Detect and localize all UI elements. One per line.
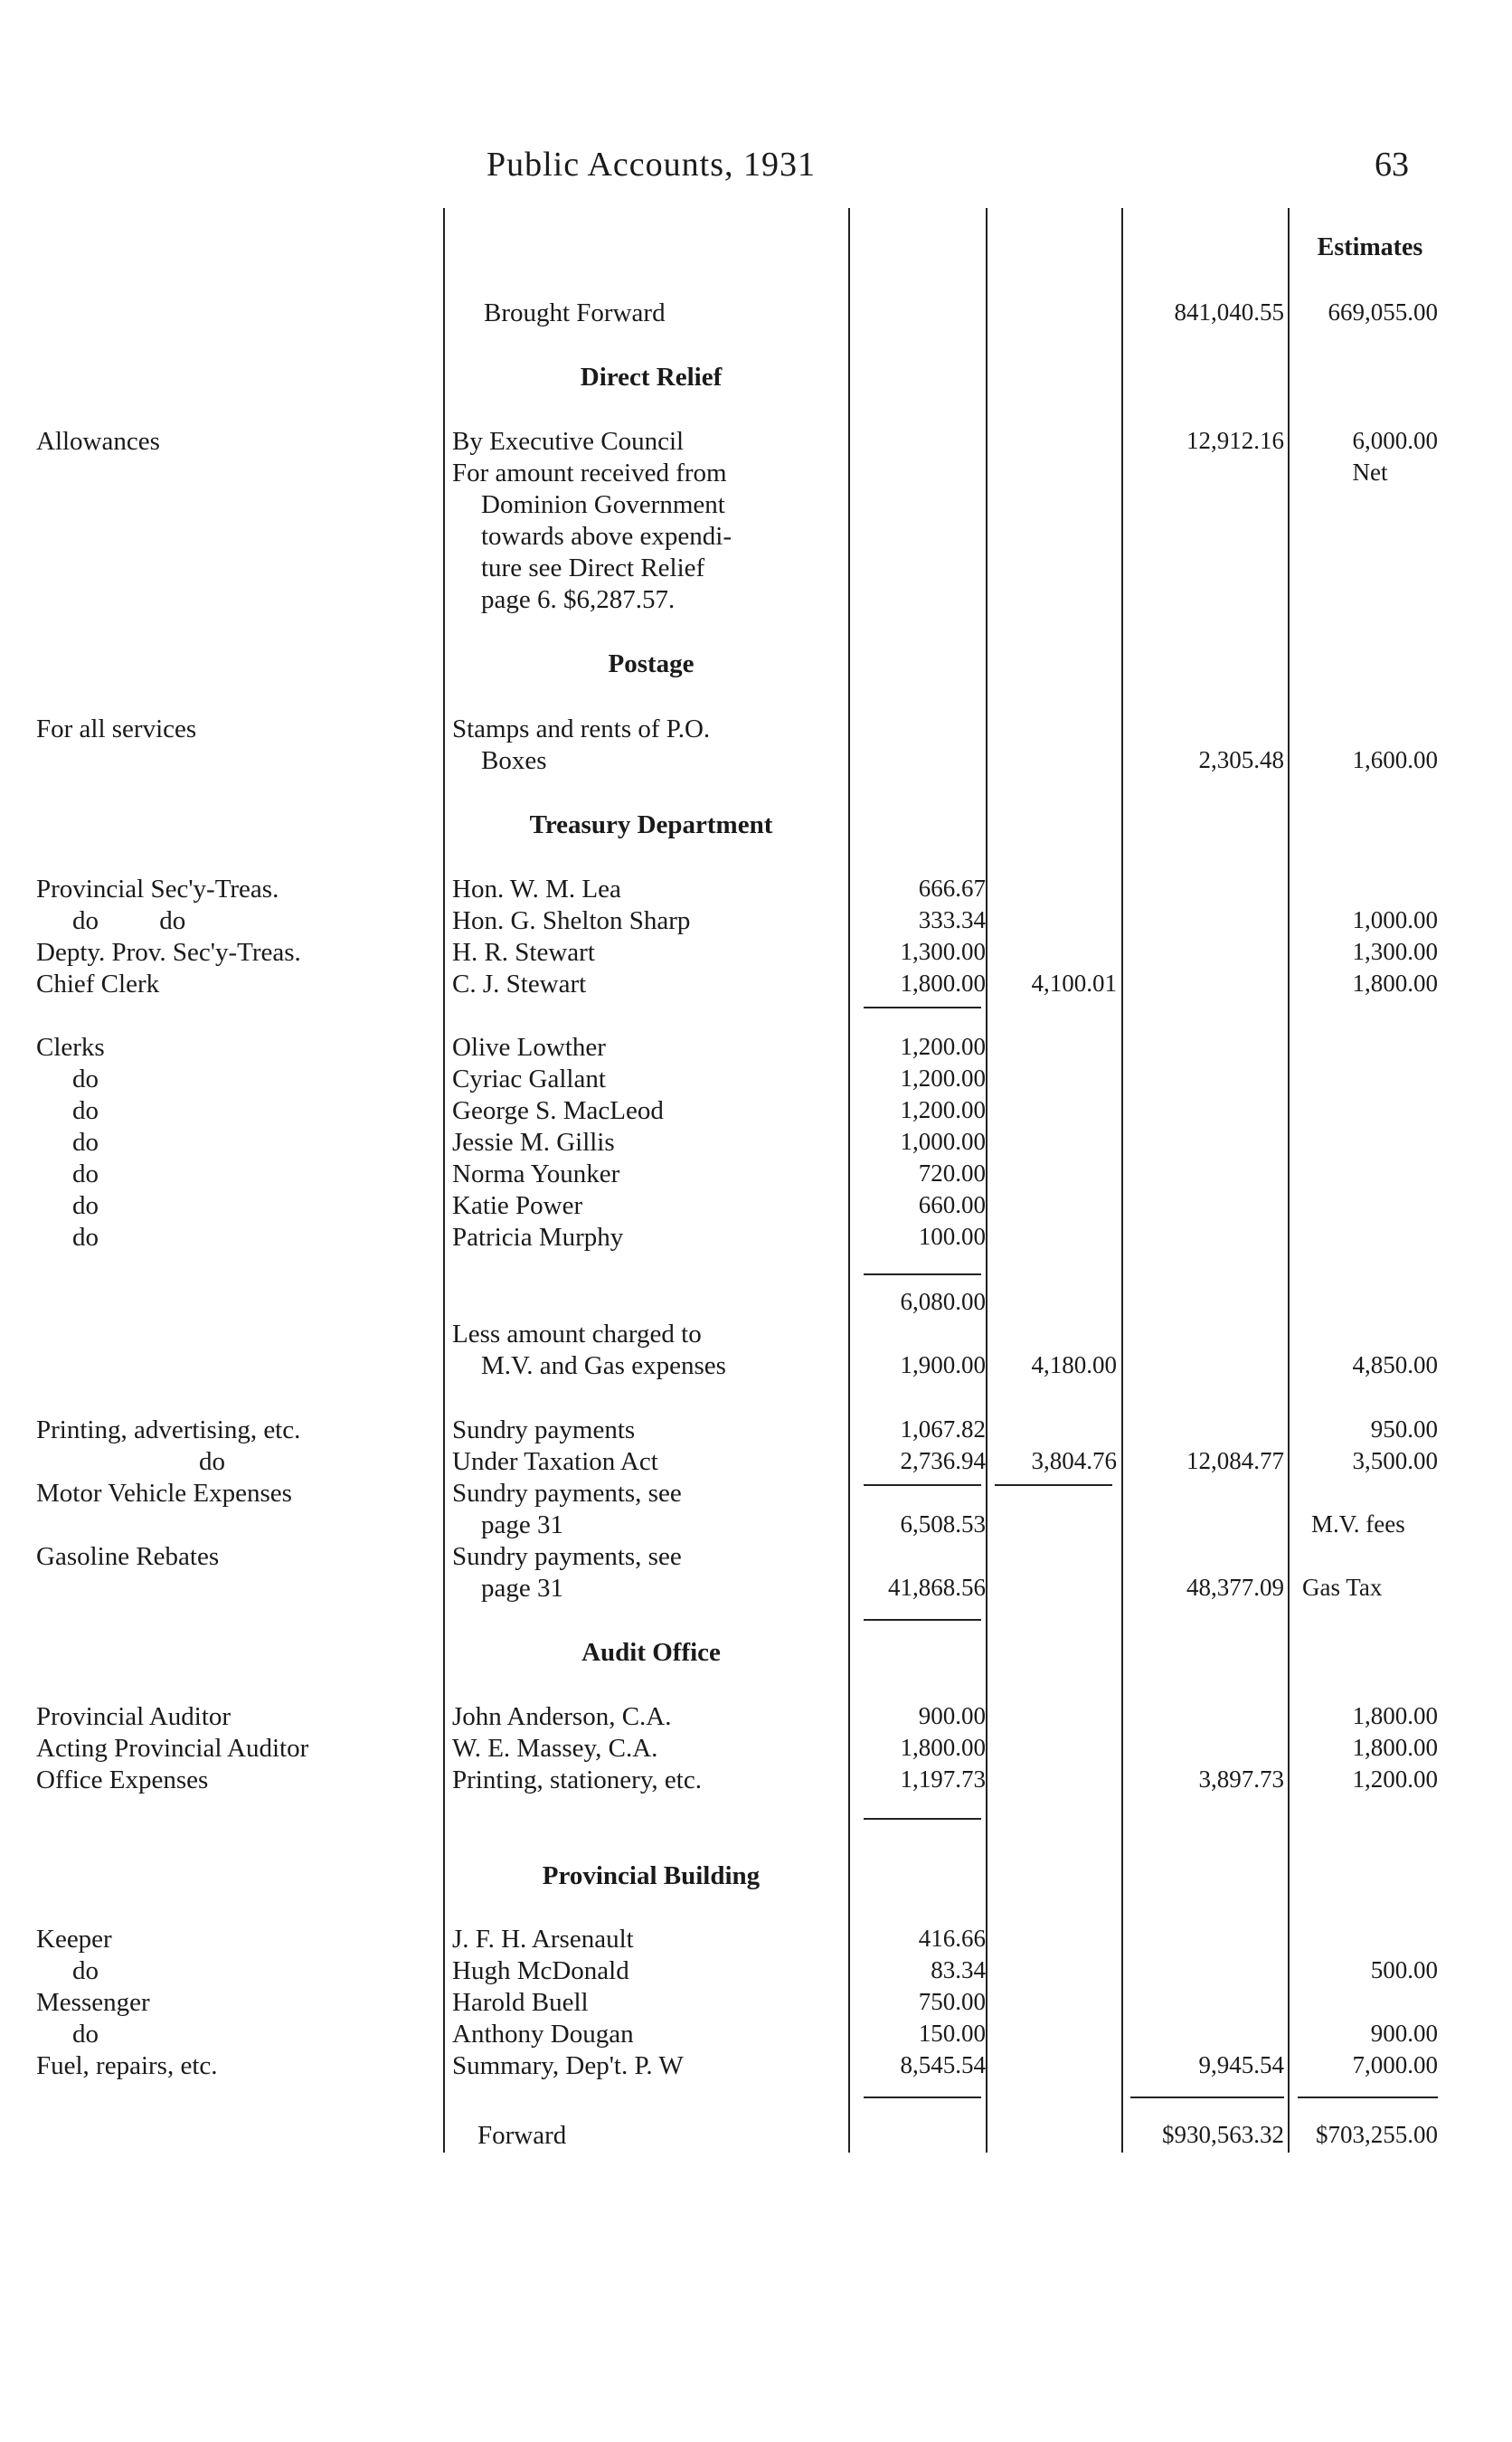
section-heading-building: Provincial Building bbox=[542, 1861, 761, 1890]
less-charged-line: M.V. and Gas expenses bbox=[481, 1351, 726, 1380]
clerk-category: do bbox=[72, 1223, 99, 1252]
clerk-name: George S. MacLeod bbox=[452, 1096, 664, 1125]
building-estimate: 7,000.00 bbox=[1352, 2051, 1438, 2078]
brought-forward-label: Brought Forward bbox=[484, 298, 666, 327]
motor-vehicle-category: Motor Vehicle Expenses bbox=[36, 1479, 292, 1508]
building-estimate: 500.00 bbox=[1370, 1956, 1438, 1983]
total-rule bbox=[1130, 2097, 1284, 2098]
postage-line: Stamps and rents of P.O. bbox=[452, 715, 711, 743]
audit-amount: 900.00 bbox=[918, 1702, 986, 1729]
clerk-category: do bbox=[72, 1065, 99, 1093]
clerk-amount: 100.00 bbox=[918, 1223, 986, 1250]
direct-relief-line: For amount received from bbox=[452, 459, 727, 487]
page-title: Public Accounts, 1931 bbox=[486, 146, 817, 184]
audit-amount: 1,800.00 bbox=[900, 1734, 986, 1761]
audit-name: John Anderson, C.A. bbox=[452, 1702, 672, 1731]
officer-category: do do bbox=[72, 906, 186, 935]
motor-vehicle-line: page 31 bbox=[481, 1510, 563, 1539]
building-estimate: 900.00 bbox=[1370, 2020, 1438, 2047]
clerks-subtotal: 6,080.00 bbox=[900, 1288, 986, 1315]
building-category: do bbox=[72, 2020, 99, 2049]
audit-estimate: 1,800.00 bbox=[1352, 1734, 1438, 1761]
officer-category: Depty. Prov. Sec'y-Treas. bbox=[36, 938, 301, 967]
officer-category: Provincial Sec'y-Treas. bbox=[36, 875, 279, 904]
direct-relief-estimate: 6,000.00 bbox=[1352, 427, 1438, 454]
direct-relief-line: By Executive Council bbox=[452, 427, 685, 456]
audit-estimate: 1,200.00 bbox=[1352, 1765, 1438, 1793]
officer-name: Hon. G. Shelton Sharp bbox=[452, 906, 691, 935]
audit-name: W. E. Massey, C.A. bbox=[452, 1734, 658, 1763]
category-for-all-services: For all services bbox=[36, 715, 197, 743]
building-amount: 750.00 bbox=[918, 1988, 986, 2015]
building-name: J. F. H. Arsenault bbox=[452, 1925, 634, 1954]
officer-name: Hon. W. M. Lea bbox=[452, 875, 621, 904]
audit-estimate: 1,800.00 bbox=[1352, 1702, 1438, 1729]
motor-vehicle-line: Sundry payments, see bbox=[452, 1479, 682, 1508]
clerk-name: Cyriac Gallant bbox=[452, 1065, 606, 1093]
printing-amount: 1,067.82 bbox=[900, 1415, 986, 1443]
gasoline-rebates-category: Gasoline Rebates bbox=[36, 1542, 220, 1571]
subtotal-rule bbox=[864, 2097, 981, 2098]
audit-category: Office Expenses bbox=[36, 1765, 209, 1794]
clerk-name: Norma Younker bbox=[452, 1159, 620, 1188]
gasoline-amount: 41,868.56 bbox=[888, 1574, 986, 1601]
section-heading-treasury: Treasury Department bbox=[529, 810, 773, 839]
clerk-category: Clerks bbox=[36, 1033, 105, 1062]
clerks-total: 4,180.00 bbox=[1031, 1351, 1117, 1378]
clerk-amount: 1,200.00 bbox=[900, 1096, 986, 1123]
officer-amount: 1,300.00 bbox=[900, 938, 986, 965]
clerk-category: do bbox=[72, 1128, 99, 1157]
audit-total: 3,897.73 bbox=[1198, 1765, 1284, 1793]
gasoline-line: page 31 bbox=[481, 1574, 563, 1603]
clerk-category: do bbox=[72, 1159, 99, 1188]
subtotal-rule bbox=[864, 1818, 981, 1820]
building-amount: 416.66 bbox=[918, 1925, 986, 1952]
gasoline-total: 48,377.09 bbox=[1186, 1574, 1284, 1601]
column-rule-3 bbox=[986, 208, 988, 2153]
direct-relief-line: Dominion Government bbox=[481, 490, 725, 519]
building-category: Fuel, repairs, etc. bbox=[36, 2051, 218, 2080]
building-name: Summary, Dep't. P. W bbox=[452, 2051, 684, 2080]
audit-name: Printing, stationery, etc. bbox=[452, 1765, 702, 1794]
clerk-amount: 1,200.00 bbox=[900, 1033, 986, 1060]
section-heading-audit: Audit Office bbox=[581, 1638, 721, 1667]
postage-estimate: 1,600.00 bbox=[1352, 746, 1438, 773]
building-category: do bbox=[72, 1956, 99, 1985]
building-name: Harold Buell bbox=[452, 1988, 589, 2017]
officer-amount: 666.67 bbox=[918, 875, 986, 902]
building-amount: 83.34 bbox=[931, 1956, 986, 1983]
clerk-category: do bbox=[72, 1191, 99, 1220]
printing-description: Sundry payments bbox=[452, 1415, 636, 1444]
building-total: 9,945.54 bbox=[1198, 2051, 1284, 2078]
clerks-estimate: 4,850.00 bbox=[1352, 1351, 1438, 1378]
column-rule-4 bbox=[1121, 208, 1123, 2153]
clerk-category: do bbox=[72, 1096, 99, 1125]
officer-name: H. R. Stewart bbox=[452, 938, 595, 967]
forward-label: Forward bbox=[477, 2121, 567, 2150]
printing-estimate: 950.00 bbox=[1370, 1415, 1438, 1443]
column-rule-5 bbox=[1288, 208, 1290, 2153]
less-charged-amount: 1,900.00 bbox=[900, 1351, 986, 1378]
taxation-estimate: 3,500.00 bbox=[1352, 1447, 1438, 1474]
printing-category: Printing, advertising, etc. bbox=[36, 1415, 301, 1444]
brought-forward-total: 841,040.55 bbox=[1174, 298, 1284, 326]
treasury-total: 12,084.77 bbox=[1186, 1447, 1284, 1474]
officer-estimate: 1,300.00 bbox=[1352, 938, 1438, 965]
clerk-name: Patricia Murphy bbox=[452, 1223, 624, 1252]
total-rule bbox=[1298, 2097, 1438, 2098]
officers-total: 4,100.01 bbox=[1031, 970, 1117, 997]
direct-relief-line: page 6. $6,287.57. bbox=[481, 585, 676, 614]
building-amount: 150.00 bbox=[918, 2020, 986, 2047]
direct-relief-line: towards above expendi- bbox=[481, 522, 732, 551]
audit-category: Provincial Auditor bbox=[36, 1702, 232, 1731]
forward-estimate: $703,255.00 bbox=[1316, 2121, 1438, 2148]
clerk-amount: 720.00 bbox=[918, 1159, 986, 1187]
taxation-description: Under Taxation Act bbox=[452, 1447, 658, 1476]
brought-forward-estimate: 669,055.00 bbox=[1328, 298, 1438, 326]
page-number: 63 bbox=[1375, 146, 1409, 184]
clerk-name: Katie Power bbox=[452, 1191, 583, 1220]
clerk-name: Olive Lowther bbox=[452, 1033, 606, 1062]
officer-amount: 1,800.00 bbox=[900, 970, 986, 997]
forward-total: $930,563.32 bbox=[1162, 2121, 1284, 2148]
clerk-amount: 660.00 bbox=[918, 1191, 986, 1218]
taxation-amount: 2,736.94 bbox=[900, 1447, 986, 1474]
category-allowances: Allowances bbox=[36, 427, 160, 456]
motor-vehicle-estimate-note: M.V. fees bbox=[1311, 1510, 1405, 1538]
postage-total: 2,305.48 bbox=[1198, 746, 1284, 773]
clerk-name: Jessie M. Gillis bbox=[452, 1128, 615, 1157]
building-name: Anthony Dougan bbox=[452, 2020, 634, 2049]
section-heading-postage: Postage bbox=[608, 649, 695, 678]
officer-name: C. J. Stewart bbox=[452, 970, 587, 999]
officer-amount: 333.34 bbox=[918, 906, 986, 933]
subtotal-rule bbox=[995, 1484, 1112, 1486]
officer-estimate: 1,800.00 bbox=[1352, 970, 1438, 997]
section-heading-direct-relief: Direct Relief bbox=[580, 363, 723, 392]
direct-relief-estimate-note: Net bbox=[1352, 459, 1388, 486]
direct-relief-line: ture see Direct Relief bbox=[481, 554, 705, 582]
gasoline-line: Sundry payments, see bbox=[452, 1542, 682, 1571]
building-name: Hugh McDonald bbox=[452, 1956, 629, 1985]
motor-vehicle-amount: 6,508.53 bbox=[900, 1510, 986, 1538]
estimates-heading: Estimates bbox=[1317, 233, 1423, 261]
subtotal-rule bbox=[864, 1273, 981, 1275]
building-category: Messenger bbox=[36, 1988, 150, 2017]
audit-amount: 1,197.73 bbox=[900, 1765, 986, 1793]
officer-estimate: 1,000.00 bbox=[1352, 906, 1438, 933]
clerk-amount: 1,000.00 bbox=[900, 1128, 986, 1155]
clerk-amount: 1,200.00 bbox=[900, 1065, 986, 1092]
direct-relief-total: 12,912.16 bbox=[1186, 427, 1284, 454]
subtotal-rule bbox=[864, 1007, 981, 1008]
officer-category: Chief Clerk bbox=[36, 970, 160, 999]
less-charged-line: Less amount charged to bbox=[452, 1320, 702, 1349]
building-category: Keeper bbox=[36, 1925, 112, 1954]
taxation-category: do bbox=[199, 1447, 225, 1476]
postage-line: Boxes bbox=[481, 746, 547, 775]
subtotal-rule bbox=[864, 1619, 981, 1621]
subtotal-rule bbox=[864, 1484, 981, 1486]
building-amount: 8,545.54 bbox=[900, 2051, 986, 2078]
gasoline-estimate-note: Gas Tax bbox=[1302, 1574, 1383, 1601]
printing-taxation-total: 3,804.76 bbox=[1031, 1447, 1117, 1474]
audit-category: Acting Provincial Auditor bbox=[36, 1734, 309, 1763]
